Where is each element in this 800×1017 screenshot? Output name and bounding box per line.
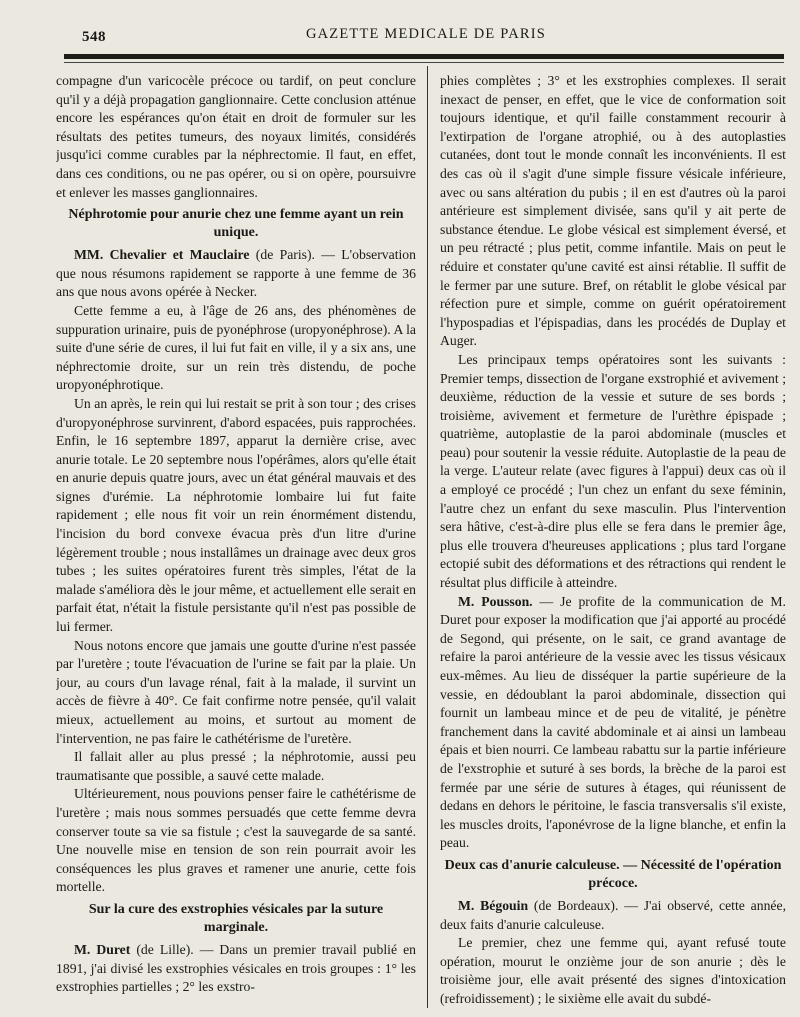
section-title: Néphrotomie pour anurie chez une femme ayant un rein unique. (68, 207, 404, 241)
paragraph: Un an après, le rein qui lui restait se prit à son tour ; des crises d'uropyonéphrose survinrent, d'abord espacées, puis rapprochées. Enfin, le 16 septembre 1897, apparut la dernière crise, avec anurie totale. Le 20 septembre nous l'opérâmes, alors qu'elle était en anurie depuis quatre jours, avec un état général mauvais et des signes d'urémie. La néphrotomie lombaire lui fut faite rapidement ; elle nous fit voir un rein énormément distendu, l'incision du bord convexe évacua près d'un litre d'urine légèrement trouble ; nous installâmes un drainage avec deux gros tubes ; les suites opératoires furent très simples, l'état de la malade s'améliora dès le jour même, et actuellement elle serait en parfait état, n'était la fistule persistante qu'il n'est pas possible de lui fermer. (56, 395, 416, 635)
section-title: Deux cas d'anurie calculeuse. — Nécessité de l'opération précoce. (444, 857, 782, 891)
page-header (70, 26, 782, 52)
header-rule-thick (64, 54, 784, 59)
paragraph: Cette femme a eu, à l'âge de 26 ans, des phénomènes de suppuration urinaire, puis de pyonéphrose (uropyonéphrose). A la suite d'une série de cures, il lui fut fait en ville, il y a six ans, une néphrectomie droite, sur un rein très distendu, de poche uropyonéphrotique. (56, 302, 416, 393)
paragraph: Nous notons encore que jamais une goutte d'urine n'est passée par l'uretère ; toute l'évacuation de l'urine se fait par la plaie. Un jour, au cours d'un lavage rénal, fait à la malade, il survint un accès de fièvre à 40°. Ce fait confirme notre pensée, qu'il valait mieux, actuellement au moins, et surtout au moment de l'intervention, ne pas faire le cathétérisme de l'uretère. (56, 637, 416, 746)
right-column (440, 72, 786, 1010)
paragraph: compagne d'un varicocèle précoce ou tardif, on peut conclure qu'il y a déjà propagation ganglionnaire. Cette conclusion atténue encore les espérances qu'on était en droit de formuler sur les résultats des petites tumeurs, des noyaux limités, considérés jusqu'ici comme curables par la néphrectomie. Il faut, en effet, dans ces conditions, ou ne pas opérer, ou si on opère, poursuivre et enlever les masses ganglionnaires. (56, 73, 416, 200)
journal-title: GAZETTE MEDICALE DE PARIS (305, 26, 547, 42)
speaker-name: M. Bégouin (458, 897, 529, 913)
paragraph-text: (de Bordeaux). — J'ai observé, cette année, deux faits d'anurie calculeuse. (440, 897, 786, 932)
section-title: Sur la cure des exstrophies vésicales par la suture marginale. (88, 901, 384, 935)
speaker-name: MM. Chevalier et Mauclaire (74, 247, 250, 263)
paragraph-text: (de Lille). — Dans un premier travail publié en 1891, j'ai divisé les exstrophies vésicales en trois groupes : 1° les exstrophies partielles ; 2° les exstro- (56, 941, 416, 995)
paragraph (56, 246, 416, 302)
page-number: 548 (82, 29, 106, 45)
paragraph: Il fallait aller au plus pressé ; la néphrotomie, aussi peu traumatisante que possible, a sauvé cette malade. (56, 749, 416, 783)
left-column (56, 72, 416, 1010)
speaker-name: M. Duret (74, 941, 131, 957)
speaker-name: M. Pousson. (458, 593, 533, 609)
paragraph: Ultérieurement, nous pouvions penser faire le cathétérisme de l'uretère ; mais nous sommes persuadés que cette femme devra conserver toute sa vie sa fistule ; c'est la sauvegarde de sa santé. Une nouvelle mise en tension de son rein pourrait avoir les conséquences les plus graves et ramener une anurie, cette fois mortelle. (56, 786, 416, 895)
paragraph: Les principaux temps opératoires sont les suivants : Premier temps, dissection de l'organe exstrophié et avivement ; deuxième, réduction de la vessie et suture de ses bords ; troisième, avivement et fermeture de l'urèthre épispade ; quatrième, autoplastie de la paroi abdominale (muscles et peau) pour soutenir la vessie réduite. Autoplastie de la peau de la verge. L'auteur relate (avec figures à l'appui) deux cas où il a employé ce procédé ; l'un chez un enfant du sexe féminin, l'autre chez un enfant du sexe masculin. Plus l'intervention sera hâtive, c'est-à-dire plus elle se fera dans le premier âge, plus elle trouvera d'heureuses applications ; plus tard l'organe ectopié subit des déformations et des rétractions qui rendent le résultat plus difficile à atteindre. (440, 351, 786, 591)
paragraph: phies complètes ; 3° et les exstrophies complexes. Il serait inexact de penser, en effet, que le vice de conformation soit toujours identique, et qu'il faille constamment recourir à l'extirpation de l'organe atrophié, ou à des autoplasties cutanées, dont tout le monde connaît les inconvénients. Il est des cas où il s'agit d'une simple fissure vésicale inférieure, avec ou sans altération du pubis ; il en est d'autres où la paroi antérieure est simplement divisée, sans qu'il y ait perte de substance étendue. Le globe vésical est simplement éversé, et un peu rétracté ; plus petit, comme infantile. Mais on peut le réduire et constater qu'une cavité est ainsi rétablie. Il suffit de le fermer par une suture. Bref, on rétablit le globe vésical par réfection pure et simple, comme on guérit opératoirement l'hypospadias et l'épispadias, dans les procédés de Duplay et Auger. (440, 73, 786, 349)
paragraph (440, 897, 786, 934)
paragraph (56, 941, 416, 997)
paragraph-text: — Je profite de la communication de M. Duret pour exposer la modification que j'ai apporté au procédé de Segond, qui présente, on le sait, ce grand avantage de refaire la paroi antérieure de la vessie avec les tissus vésicaux eux-mêmes. Au lieu de disséquer la partie supérieure de la vessie, en dédoublant la paroi abdominale, dissection qui fournit un lambeau mince et de peu de vitalité, je pénètre franchement dans la cavité abdominale et ai ainsi un lambeau épais et bien nourri. Ce lambeau rabattu sur la partie inférieure de l'exstrophie et suturé à ses bords, la brèche de la paroi est fermée par une série de sutures à étages, qui réunissent de dedans en dehors le péritoine, le fascia transversalis s'il existe, les muscles droits, l'aponévrose de la ligne blanche, et enfin la peau. (440, 593, 786, 851)
header-rule-thin (64, 62, 784, 63)
paragraph (440, 593, 786, 853)
paragraph-text: (de Paris). — L'observation que nous résumons rapidement se rapporte à une femme de 36 ans que nous avons opérée à Necker. (56, 247, 416, 300)
column-divider (427, 66, 428, 1008)
paragraph: Le premier, chez une femme qui, ayant refusé toute opération, mourut le onzième jour de son anurie ; dès le troisième jour, elle avait présenté des signes d'intoxication (refroidissement) ; le sixième elle avait du subdé- (440, 935, 786, 1006)
